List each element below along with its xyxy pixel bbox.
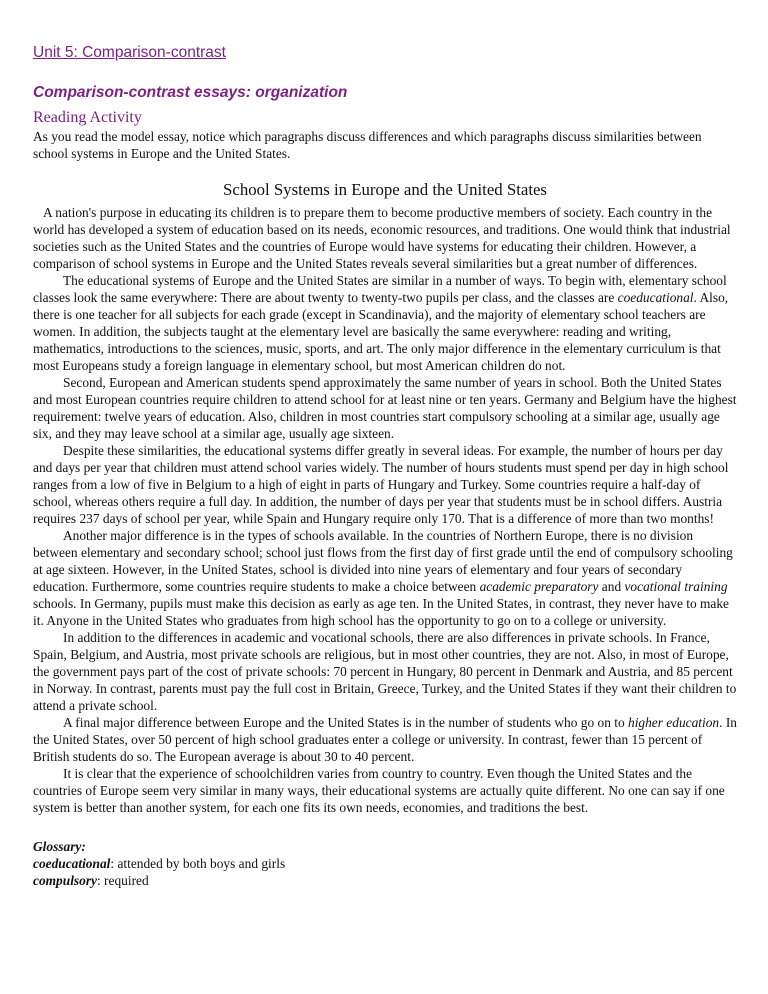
paragraph-text: schools. In Germany, pupils must make this decision as early as age ten. In the United States, in contrast, they never have to make it. Anyone in the United States who graduates from high school has the opportunity to go on to a college or university. <box>33 596 730 628</box>
glossary-entry <box>33 855 737 872</box>
essay-paragraph-2 <box>33 272 737 374</box>
essay-paragraph-3: Second, European and American students spend approximately the same number of years in school. Both the United States and most European countries require children to attend school for at least nine or ten years. Germany and Belgium have the highest requirement: twelve years of education. Also, children in most countries start compulsory schooling at a similar age, usually age six, and they may leave school at a similar age, usually age sixteen. <box>33 375 737 441</box>
section-title: Comparison-contrast essays: organization <box>33 84 348 101</box>
glossary-heading: Glossary: <box>33 839 86 854</box>
essay-paragraph-4: Despite these similarities, the educational systems differ greatly in several ideas. For example, the number of hours per day and days per year that children must attend school varies widely. The number of hours students must spend per day in high school ranges from a low of five in Belgium to a high of eight in parts of Hungary and Turkey. Some countries require a half-day of school, whereas others require a full day. In addition, the number of days per year that students must be in school differs. Austria requires 237 days of school per year, while Spain and Hungary require only 170. That is a difference of more than two months! <box>33 443 729 526</box>
emphasized-term: higher education <box>628 715 720 730</box>
unit-title-link[interactable]: Unit 5: Comparison-contrast <box>33 44 226 61</box>
emphasized-term: coeducational <box>617 290 694 305</box>
reading-activity-heading: Reading Activity <box>33 109 142 126</box>
paragraph-text: . Also, there is one teacher for all subjects for each grade (except in Scandinavia), and the majority of elementary school teachers are women. In addition, the subjects taught at the elementary level are basically the same everywhere: reading and writing, mathematics, introductions to the sciences, music, sports, and art. The only major difference in the elementary curriculum is that most Europeans study a foreign language in elementary school, but most American children do not. <box>33 290 729 373</box>
emphasized-term: academic preparatory <box>479 579 599 594</box>
essay-paragraph-5 <box>33 527 737 629</box>
document-page <box>33 44 737 889</box>
glossary <box>33 838 737 889</box>
paragraph-text: Another major difference is in the types of schools available. In the countries of Northern Europe, there is no division between elementary and secondary school; school just flows from the first day of first grade until the end of compulsory schooling at age sixteen. However, in the United States, school is divided into nine years of elementary and four years of secondary education. Furthermore, some countries require students to make a choice between <box>33 528 733 594</box>
essay-paragraph-6: In addition to the differences in academic and vocational schools, there are also differences in private schools. In France, Spain, Belgium, and Austria, most private schools are religious, but in most other countries, they are not. Also, in most of Europe, the government pays part of the cost of private schools: 70 percent in Hungary, 80 percent in Denmark and Austria, and 85 percent in Norway. In contrast, parents must pay the full cost in Britain, Greece, Turkey, and the United States if they want their children to attend a private school. <box>33 630 737 713</box>
paragraph-text: . In the United States, over 50 percent of high school graduates enter a college or university. In contrast, fewer than 15 percent of British students do so. The European average is about 30 to 40 percent. <box>33 715 737 764</box>
essay <box>33 180 737 816</box>
reading-instructions: As you read the model essay, notice which paragraphs discuss differences and which paragraphs discuss similarities between school systems in Europe and the United States. <box>33 129 702 161</box>
glossary-entry <box>33 872 737 889</box>
paragraph-text: and <box>598 579 625 594</box>
glossary-definition: : attended by both boys and girls <box>110 856 286 871</box>
essay-paragraph-1: A nation's purpose in educating its children is to prepare them to become productive members of society. Each country in the world has developed a system of education based on its needs, economic resources, and traditions. One would think that industrial societies such as the United States and the countries of Europe would have systems for educating their children. However, a comparison of school systems in Europe and the United States reveals several similarities but a great number of differences. <box>33 205 731 271</box>
glossary-term: compulsory <box>33 873 97 888</box>
essay-title: School Systems in Europe and the United States <box>223 180 547 199</box>
glossary-definition: : required <box>96 873 149 888</box>
glossary-term: coeducational <box>33 856 111 871</box>
paragraph-text: The educational systems of Europe and the United States are similar in a number of ways. To begin with, elementary school classes look the same everywhere: There are about twenty to twenty-two pupils per class, and the classes are <box>33 273 727 305</box>
essay-paragraph-7 <box>33 714 737 765</box>
essay-paragraph-8: It is clear that the experience of schoolchildren varies from country to country. Even though the United States and the countries of Europe seem very similar in many ways, their educational systems are actually quite different. No one can say if one system is better than another system, for each one fits its own needs, economies, and traditions the best. <box>33 766 725 815</box>
paragraph-text: A final major difference between Europe and the United States is in the number of students who go on to <box>63 715 628 730</box>
emphasized-term: vocational training <box>624 579 728 594</box>
